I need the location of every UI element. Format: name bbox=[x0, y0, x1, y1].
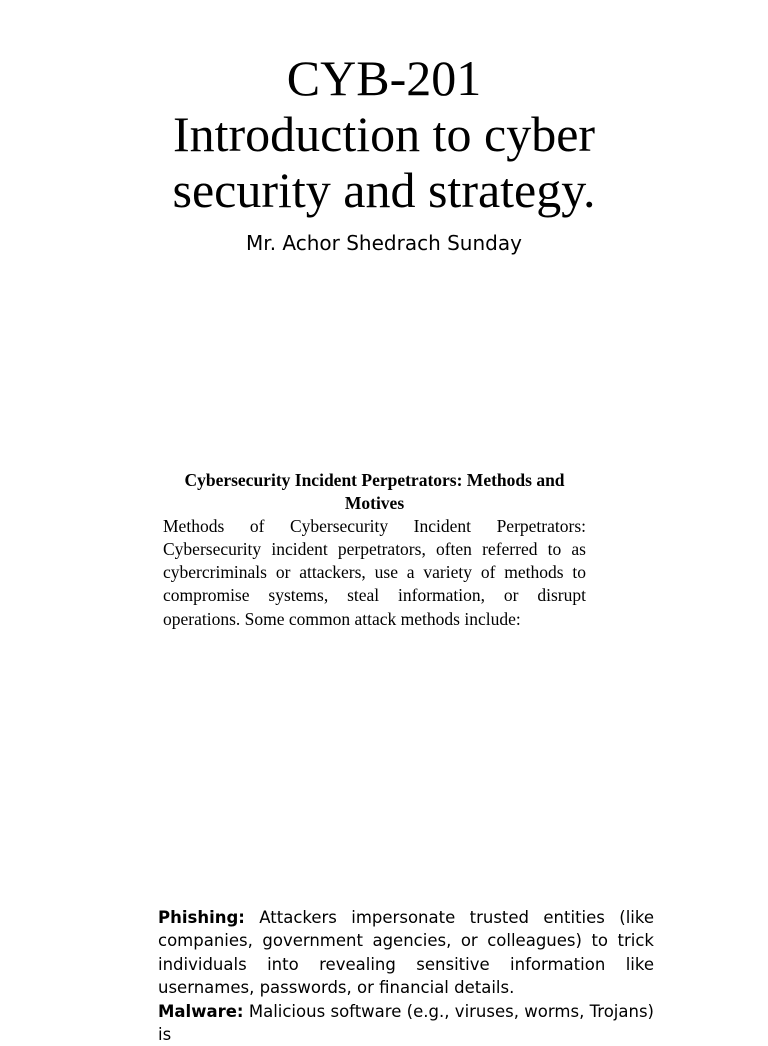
method-description: Attackers impersonate trusted entities (like companies, government agencies, or colleagues) to trick individuals into revealing sensitive information like usernames, passwords, or financial details. bbox=[158, 908, 654, 998]
method-item-phishing bbox=[158, 906, 654, 1000]
title-line-1: Introduction to cyber bbox=[172, 106, 596, 162]
section-body: Methods of Cybersecurity Incident Perpetrators: Cybersecurity incident perpetrators, often referred to as cybercriminals or attackers, use a variety of methods to compromise systems, steal information, or disrupt operations. Some common attack methods include: bbox=[163, 516, 586, 629]
title-line-2: security and strategy. bbox=[172, 162, 596, 218]
section-heading: Cybersecurity Incident Perpetrators: Methods and Motives bbox=[184, 470, 565, 514]
method-term: Malware: bbox=[158, 1001, 244, 1021]
attack-methods-list bbox=[158, 906, 654, 1046]
method-description: Malicious software (e.g., viruses, worms, Trojans) is bbox=[158, 1001, 654, 1045]
document-title bbox=[0, 50, 768, 218]
method-term: Phishing: bbox=[158, 908, 245, 927]
course-code: CYB-201 bbox=[286, 50, 482, 106]
section-methods-motives bbox=[163, 469, 586, 631]
author-name: Mr. Achor Shedrach Sunday bbox=[246, 231, 522, 255]
method-item-malware bbox=[158, 1000, 654, 1046]
